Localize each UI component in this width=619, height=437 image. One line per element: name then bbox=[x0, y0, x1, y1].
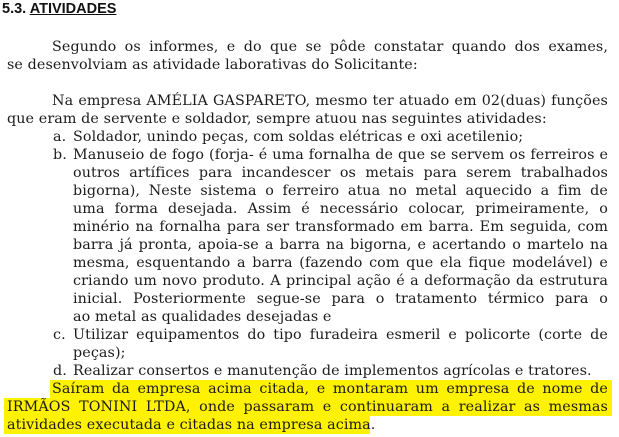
item-b-line-8: criando um novo produto. A principal ação é a deformação da estrutura bbox=[73, 273, 608, 289]
item-b-line-9: inicial. Posteriormente segue-se para o tratamento térmico para o bbox=[73, 291, 608, 307]
item-d-marker: d. bbox=[53, 363, 67, 379]
item-b-line-6: barra já pronta, apoia-se a barra na bigorna, e acertando o martelo na bbox=[73, 237, 608, 253]
item-b-line-4: uma forma desejada. Assim é necessário colocar, primeiramente, o bbox=[73, 201, 608, 217]
item-c-marker: c. bbox=[53, 327, 66, 343]
item-a-text: Soldador, unindo peças, com soldas elétricas e oxi acetilenio; bbox=[73, 129, 524, 145]
item-b-line-3: bigorna), Neste sistema o ferreiro atua no metal aquecido a fim de bbox=[73, 183, 608, 199]
section-title: ATIVIDADES bbox=[29, 1, 117, 17]
item-b-line-2: outros artífices para incandescer os metais para serem trabalhados bbox=[73, 165, 608, 181]
item-a-marker: a. bbox=[53, 129, 67, 145]
intro-line-2: se desenvolviam as atividade laborativas do Solicitante: bbox=[7, 57, 418, 73]
closing-line-2: IRMÃOS TONINI LTDA, onde passaram e continuaram a realizar as mesmas bbox=[7, 399, 608, 415]
item-b-marker: b. bbox=[53, 147, 67, 163]
closing-line-1: Saíram da empresa acima citada, e montaram um empresa de nome de bbox=[52, 381, 608, 397]
item-d-text: Realizar consertos e manutenção de implementos agrícolas e tratores. bbox=[73, 363, 592, 379]
item-b-line-5: minério na fornalha para ser transformado em barra. Em seguida, com bbox=[73, 219, 608, 235]
section-number: 5.3. bbox=[2, 1, 27, 17]
closing-line-3: atividades executada e citadas na empresa acima. bbox=[7, 417, 376, 433]
item-b-line-1: Manuseio de fogo (forja- é uma fornalha de que se servem os ferreiros e bbox=[73, 147, 608, 163]
item-b-line-7: mesma, esquentando a barra (fazendo com que ela fique modelável) e bbox=[73, 255, 608, 271]
company-line-1: Na empresa AMÉLIA GASPARETO, mesmo ter atuado em 02(duas) funções bbox=[52, 93, 608, 109]
item-c-line-1: Utilizar equipamentos do tipo furadeira esmeril e policorte (corte de bbox=[73, 327, 608, 343]
item-b-line-10: ao metal as qualidades desejadas e bbox=[73, 309, 332, 325]
section-heading bbox=[2, 0, 116, 18]
item-c-line-2: peças); bbox=[73, 345, 126, 361]
intro-line-1: Segundo os informes, e do que se pôde constatar quando dos exames, bbox=[52, 39, 608, 55]
company-line-2: que eram de servente e soldador, sempre atuou nas seguintes atividades: bbox=[7, 111, 547, 127]
